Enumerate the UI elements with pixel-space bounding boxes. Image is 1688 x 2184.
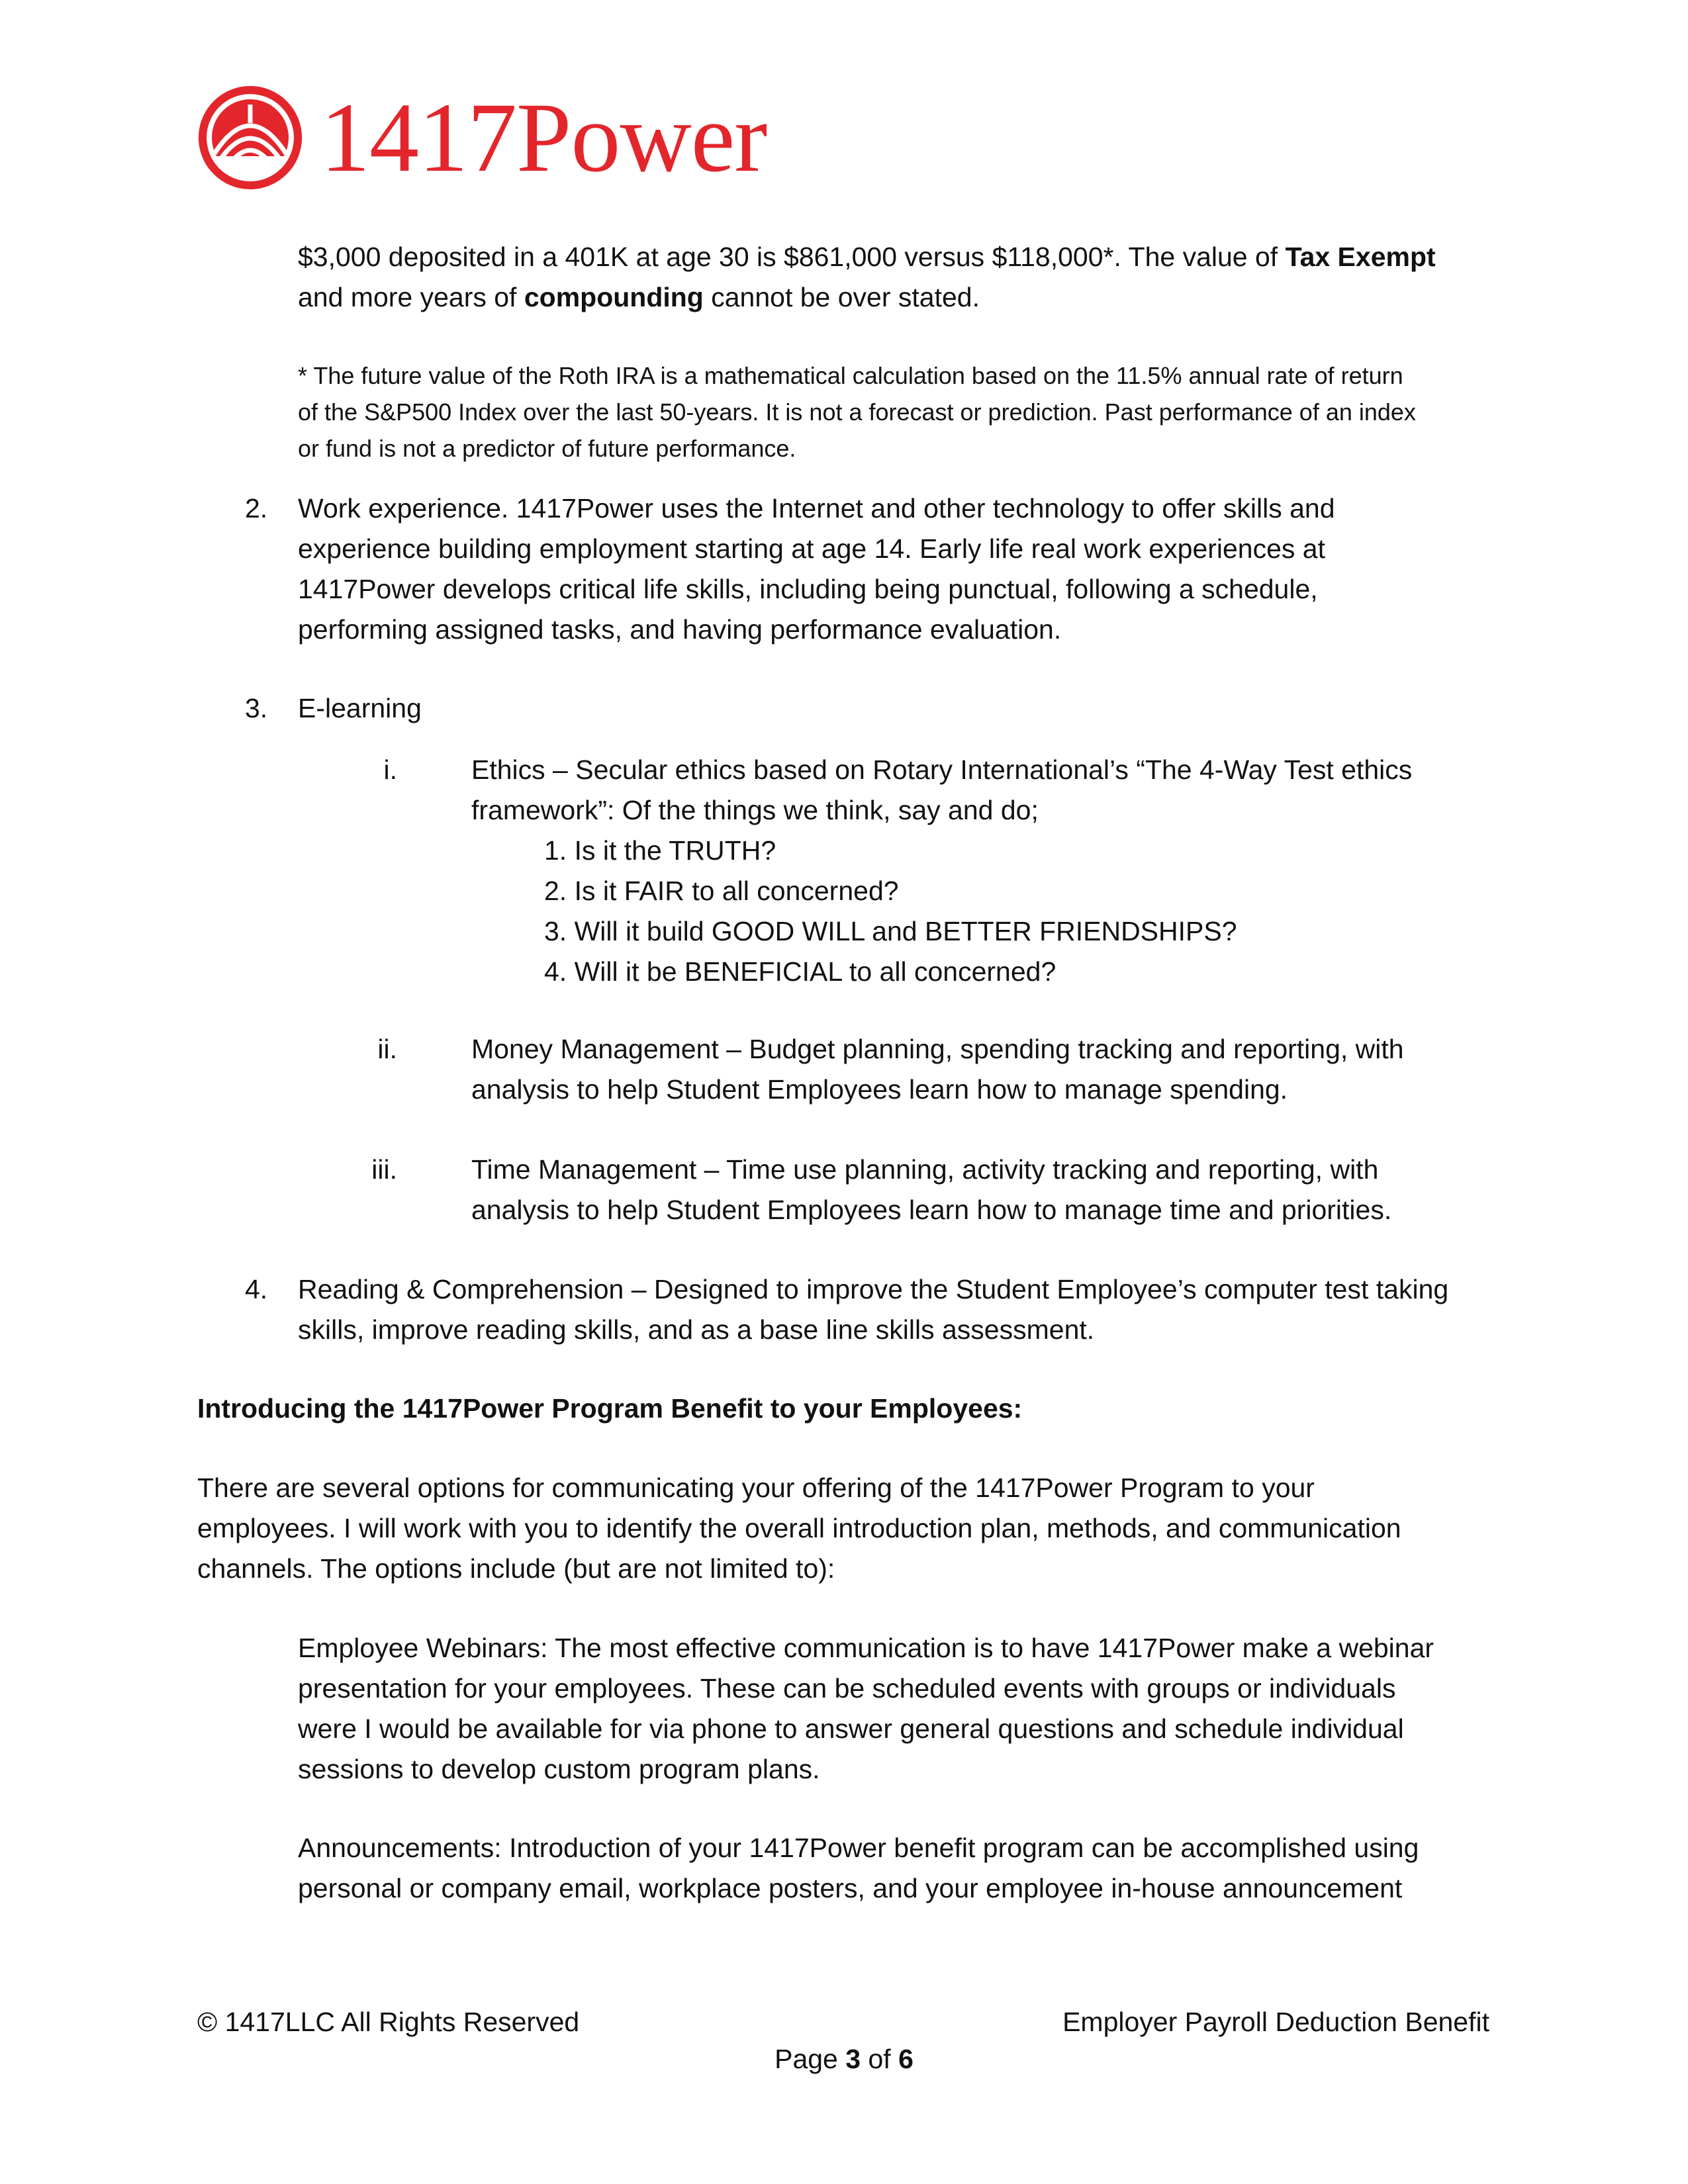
list-item-reading-comprehension: Reading & Comprehension – Designed to improve the Student Employee’s computer test taking skills, improve reading skills, and as a base line skills assessment. (298, 1274, 1449, 1345)
list-item: 1. Is it the TRUTH? (544, 835, 776, 866)
section-heading: Introducing the 1417Power Program Benefit to your Employees: (197, 1393, 1023, 1424)
list-item: 2. Is it FAIR to all concerned? (544, 876, 899, 906)
intro-line-1: $3,000 deposited in a 401K at age 30 is $861,000 versus $118,000*. The value of Tax Exempt (298, 242, 1436, 272)
list-item: 3. Will it build GOOD WILL and BETTER FRIENDSHIPS? (544, 916, 1237, 946)
brand-logo (197, 85, 767, 191)
list-item-elearning: E-learning (298, 693, 422, 723)
announcements-paragraph: Announcements: Introduction of your 1417Power benefit program can be accomplished using personal or company email, workplace posters, and your employee in-house announcement (298, 1833, 1419, 1903)
intro-line-2: and more years of compounding cannot be over stated. (298, 282, 980, 312)
section-paragraph: There are several options for communicating your offering of the 1417Power Program to your employees. I will work with you to identify the overall introduction plan, methods, and communication channels. The options include (but are not limited to): (197, 1473, 1401, 1584)
footnote: * The future value of the Roth IRA is a mathematical calculation based on the 11.5% annual rate of return of the S&P500 Index over the last 50-years. It is not a forecast or prediction. Past performance of an index or fund is not a predictor of future performance. (298, 362, 1416, 462)
list-item: 4. Will it be BENEFICIAL to all concerned? (544, 956, 1056, 987)
list-number-2: 2. (245, 493, 268, 523)
sub-number-ii: ii. (377, 1034, 397, 1064)
compounding-bold: compounding (524, 282, 704, 312)
page-number: Page 3 of 6 (774, 2044, 914, 2074)
sub-item-ethics: Ethics – Secular ethics based on Rotary International’s “The 4-Way Test ethics framework”: Of the things we think, say and do; (471, 754, 1413, 825)
footer-document-title: Employer Payroll Deduction Benefit (1062, 2007, 1489, 2037)
employee-webinars-paragraph: Employee Webinars: The most effective communication is to have 1417Power make a webinar presentation for your employees. These can be scheduled events with groups or individuals were I would be available for via phone to answer general questions and schedule individual sessions to develop custom program plans. (298, 1633, 1434, 1784)
tax-exempt-bold: Tax Exempt (1285, 242, 1436, 272)
footer-copyright: © 1417LLC All Rights Reserved (197, 2007, 580, 2037)
list-number-3: 3. (245, 693, 268, 723)
four-way-test-list (544, 831, 1471, 992)
intro-paragraph (298, 237, 1489, 318)
sub-number-i: i. (383, 754, 397, 785)
sub-item-money-management: Money Management – Budget planning, spending tracking and reporting, with analysis to help Student Employees learn how to manage spending. (471, 1034, 1404, 1105)
sub-item-time-management: Time Management – Time use planning, activity tracking and reporting, with analysis to help Student Employees learn how to manage time and priorities. (471, 1154, 1392, 1225)
list-number-4: 4. (245, 1274, 268, 1304)
list-item-work-experience: Work experience. 1417Power uses the Internet and other technology to offer skills and experience building employment starting at age 14. Early life real work experiences at 1417Power develops critical life skills, including being punctual, following a schedule, performing assigned tasks, and having performance evaluation. (298, 493, 1335, 645)
sunrise-logo-icon (197, 85, 303, 191)
brand-name: 1417Power (320, 83, 767, 193)
sub-number-iii: iii. (371, 1154, 397, 1185)
